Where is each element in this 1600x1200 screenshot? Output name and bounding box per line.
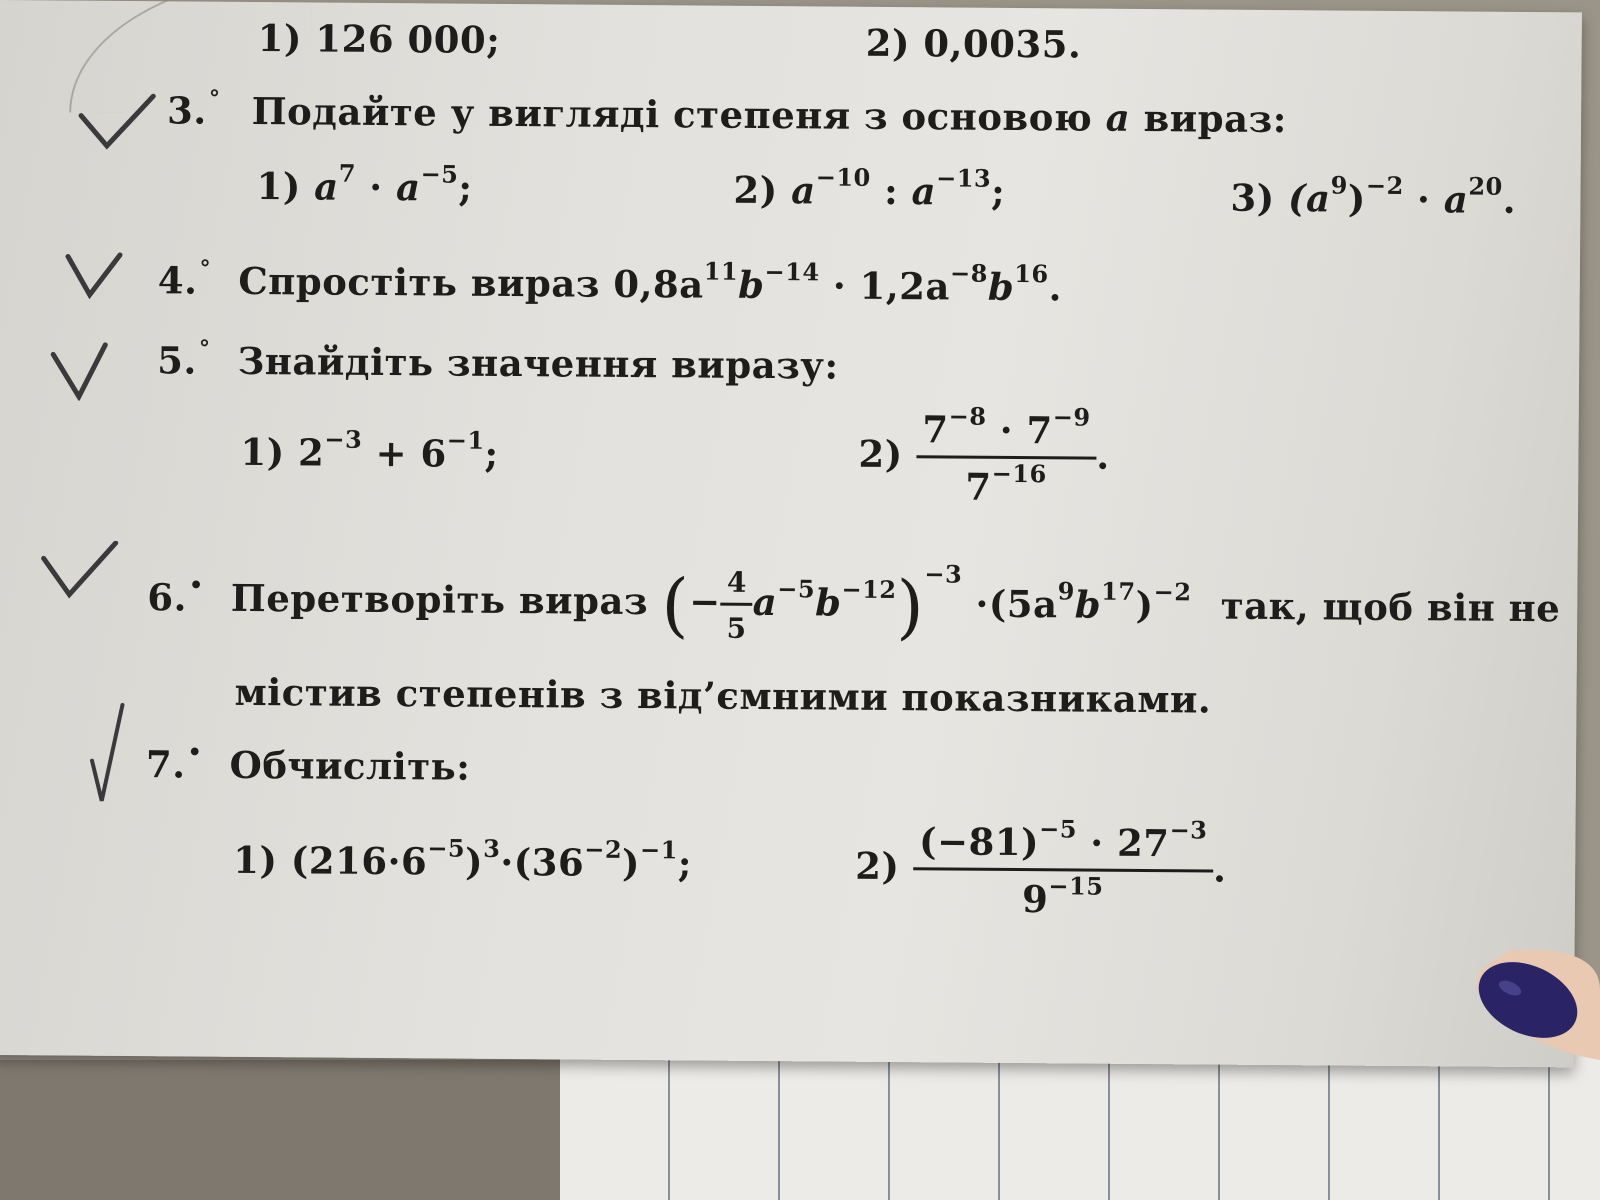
task6-mark: • <box>188 572 204 599</box>
punct: . <box>1096 433 1110 478</box>
fraction-numerator: 4 <box>721 566 753 606</box>
task6-text-end: так, щоб він не <box>1220 583 1561 631</box>
task7-text: Обчисліть: <box>229 742 471 789</box>
expr-part: b <box>987 264 1015 309</box>
task3-number: 3. <box>166 88 207 133</box>
task6-number: 6. <box>147 575 188 620</box>
exponent: −14 <box>764 257 820 287</box>
paren: ) <box>1347 176 1367 221</box>
task6-line1: 6.• Перетворіть вираз (− $\frac{4}{5}$ $a^{-5}b^{-12})^{-3} \cdot(5a^9b^{17})^{-2}$ так, щоб він не <box>147 559 1561 648</box>
task7-item-1: 1) $(216\cdot 6^{-5})^3\cdot(36^{-2})^{-1}$; <box>233 833 693 886</box>
fingernail-icon <box>1470 950 1600 1060</box>
punct: . <box>1212 846 1227 891</box>
punct: ; <box>484 431 499 476</box>
exponent: 11 <box>703 256 739 286</box>
item-label: 2) <box>733 167 778 213</box>
exponent: −2 <box>1365 170 1404 201</box>
task3-text-end: вираз: <box>1143 95 1288 142</box>
fraction-denominator: 5 <box>726 611 747 645</box>
fraction <box>720 566 753 645</box>
task4-text: Спростіть вираз <box>238 258 601 306</box>
item-label: 1) <box>240 429 285 475</box>
item-label: 1) <box>256 164 301 209</box>
fraction-denominator: $9^{-15}$ <box>1021 871 1104 922</box>
exponent: 20 <box>1468 171 1503 201</box>
expr-part: · 1,2a <box>819 263 951 309</box>
operator: · <box>1403 177 1444 222</box>
task3-item-3 <box>1230 170 1517 222</box>
exponent: 7 <box>338 158 357 188</box>
punct: ; <box>458 165 473 210</box>
fraction <box>912 814 1213 922</box>
task7-item-2 <box>855 814 1227 923</box>
desk-shadow <box>0 1060 560 1200</box>
expr-part: (a <box>1287 176 1331 221</box>
lined-notebook-sheet <box>560 1050 1600 1200</box>
task5-item-2 <box>858 401 1110 510</box>
fraction <box>916 401 1097 509</box>
exponent: −5 <box>420 159 459 189</box>
task6-text: Перетворіть вираз <box>230 575 649 624</box>
top-item-1: 1) 126 000; <box>257 16 501 62</box>
exponent: −8 <box>949 258 989 288</box>
task3-item-1 <box>256 158 473 210</box>
exponent: −1 <box>446 425 485 455</box>
open-paren: ( <box>661 563 690 646</box>
task5-mark: ° <box>198 335 211 362</box>
exponent: 16 <box>1014 258 1049 289</box>
item-label: 1) <box>233 837 278 883</box>
expr-part: a <box>791 168 816 213</box>
expr-part: a <box>1443 177 1469 222</box>
task7-mark: • <box>187 739 203 766</box>
task3-heading <box>167 85 1287 141</box>
task5-number: 5. <box>157 338 197 383</box>
expr-part: + 6 <box>362 430 447 476</box>
task7-number: 7. <box>145 742 186 787</box>
task3-mark: ° <box>208 85 221 112</box>
checkmark-icon <box>88 701 129 811</box>
fraction-numerator: $(-81)^{-5} \cdot 27^{-3}$ <box>913 819 1214 872</box>
exponent: −3 <box>924 559 963 589</box>
fraction-denominator: $7^{-16}$ <box>965 458 1047 509</box>
expr-part: b <box>737 262 765 308</box>
task4-line <box>158 255 1063 309</box>
task6-line2: містив степенів з від’ємними показниками. <box>234 669 1212 722</box>
expr-part: 2 <box>297 430 325 475</box>
task3-var: a <box>1105 95 1131 140</box>
operator: : <box>870 168 912 214</box>
checkmark-icon <box>39 540 119 601</box>
task4-number: 4. <box>157 258 198 303</box>
expr-part: a <box>911 169 937 214</box>
checkmark-icon <box>49 340 109 400</box>
task5-item-1 <box>240 424 499 476</box>
exponent: −13 <box>936 163 992 193</box>
item-label: 2) <box>858 431 903 477</box>
expr-part: 0,8a <box>613 261 704 307</box>
exponent: −10 <box>815 162 871 192</box>
task5-heading <box>157 335 839 387</box>
punct: . <box>1502 177 1517 222</box>
task7-heading <box>146 739 471 789</box>
fraction-numerator: $7^{-8} \cdot 7^{-9}$ <box>916 407 1097 459</box>
exponent: 9 <box>1330 170 1349 200</box>
exponent: −3 <box>324 424 363 454</box>
punct: . <box>1048 265 1063 310</box>
expr-part: a <box>395 165 421 210</box>
task5-text: Знайдіть значення виразу: <box>237 338 839 388</box>
expr-part: a <box>314 164 339 209</box>
top-item-2: 2) 0,0035. <box>865 20 1082 67</box>
item-label: 3) <box>1230 175 1275 221</box>
task4-mark: ° <box>199 255 212 282</box>
close-paren: ) <box>896 565 925 648</box>
task3-item-2 <box>733 162 1006 214</box>
operator: · <box>355 164 397 210</box>
checkmark-icon <box>64 251 124 301</box>
punct: ; <box>990 169 1006 214</box>
checkmark-icon <box>77 91 157 152</box>
item-label: 2) <box>855 843 900 889</box>
task3-text: Подайте у вигляді степеня з основою <box>251 88 1093 140</box>
